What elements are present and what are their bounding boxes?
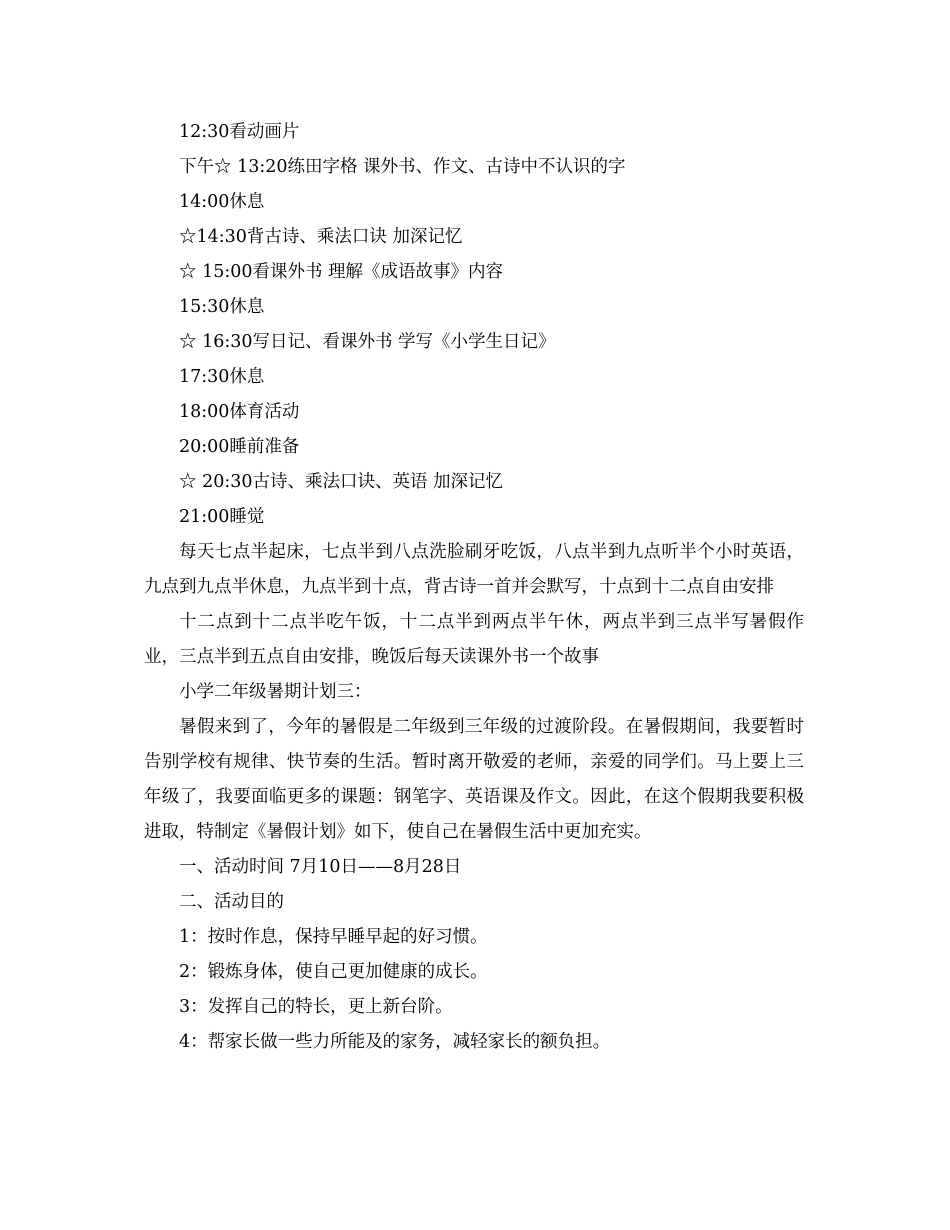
schedule-item: 14:00休息 xyxy=(179,192,265,212)
schedule-item: ☆ 15:00看课外书 理解《成语故事》内容 xyxy=(179,262,504,282)
goal-item: 3：发挥自己的特长，更上新台阶。 xyxy=(179,997,453,1017)
goal-item: 2：锻炼身体，使自己更加健康的成长。 xyxy=(179,962,488,982)
goal-item: 1：按时作息，保持早睡早起的好习惯。 xyxy=(179,927,488,947)
activity-time: 一、活动时间 7月10日——8月28日 xyxy=(179,857,462,877)
document-body xyxy=(144,115,804,1060)
schedule-item: 15:30休息 xyxy=(179,297,265,317)
section-heading: 小学二年级暑期计划三： xyxy=(179,682,372,702)
schedule-item: ☆ 16:30写日记、看课外书 学写《小学生日记》 xyxy=(179,332,556,352)
schedule-item: 17:30休息 xyxy=(179,367,265,387)
afternoon-routine-paragraph: 十二点到十二点半吃午饭，十二点半到两点半午休，两点半到三点半写暑假作业，三点半到五点自由安排，晚饭后每天读课外书一个故事 xyxy=(144,612,804,667)
schedule-item: 18:00体育活动 xyxy=(179,402,300,422)
schedule-item: 21:00睡觉 xyxy=(179,507,265,527)
schedule-item: 20:00睡前准备 xyxy=(179,437,300,457)
activity-goal-heading: 二、活动目的 xyxy=(179,892,284,912)
daily-routine-paragraph: 每天七点半起床，七点半到八点洗脸刷牙吃饭，八点半到九点听半个小时英语，九点到九点半休息，九点半到十点，背古诗一首并会默写，十点到十二点自由安排 xyxy=(144,542,804,597)
schedule-item: ☆14:30背古诗、乘法口诀 加深记忆 xyxy=(179,227,463,247)
schedule-item: 12:30看动画片 xyxy=(179,122,300,142)
intro-paragraph: 暑假来到了，今年的暑假是二年级到三年级的过渡阶段。在暑假期间，我要暂时告别学校有规律、快节奏的生活。暂时离开敬爱的老师，亲爱的同学们。马上要上三年级了，我要面临更多的课题：钢笔字、英语课及作文。因此，在这个假期我要积极进取，特制定《暑假计划》如下，使自己在暑假生活中更加充实。 xyxy=(144,717,804,842)
schedule-item: ☆ 20:30古诗、乘法口诀、英语 加深记忆 xyxy=(179,472,504,492)
schedule-item: 下午☆ 13:20练田字格 课外书、作文、古诗中不认识的字 xyxy=(179,157,626,177)
goal-item: 4：帮家长做一些力所能及的家务，减轻家长的额负担。 xyxy=(179,1032,611,1052)
